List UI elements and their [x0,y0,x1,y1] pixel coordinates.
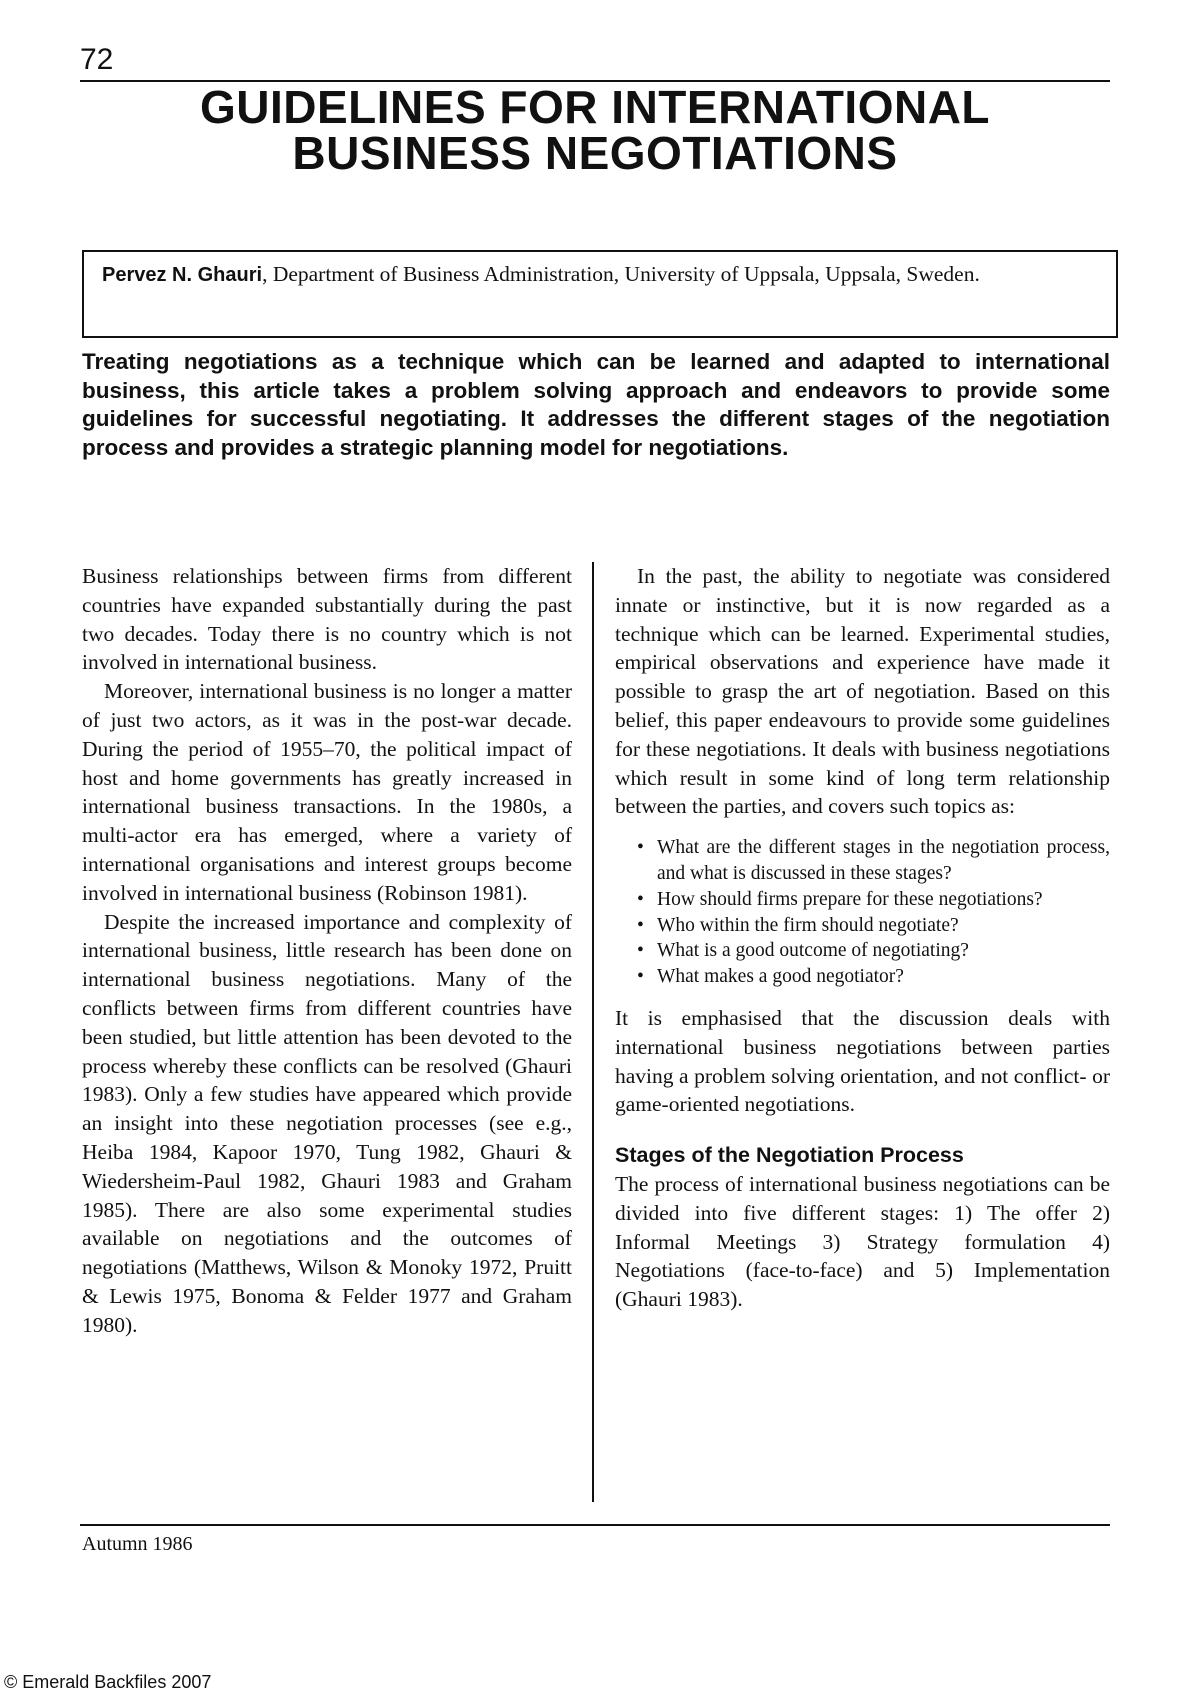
list-item [637,964,1110,990]
list-item-text: What are the different stages in the negotiation process, and what is discussed in these stages? [657,837,1110,884]
list-item [637,913,1110,939]
title-line-1: GUIDELINES FOR INTERNATIONAL [199,81,991,133]
list-item-text: How should firms prepare for these negotiations? [657,888,1043,910]
bullet-icon: • [637,888,644,910]
right-paragraph-1: In the past, the ability to negotiate was considered innate or instinctive, but it is now regarded as a technique which can be learned. Experimental studies, empirical observations and experience have made it possible to grasp the art of negotiation. Based on this belief, this paper endeavours to provide some guidelines for these negotiations. It deals with business negotiations which result in some kind of long term relationship between the parties, and covers such topics as: [615,564,1110,819]
page-number: 72 [80,43,114,76]
section-heading: Stages of the Negotiation Process [615,1143,964,1168]
author-box [82,250,1118,338]
left-paragraph-3: Despite the increased importance and complexity of international business, little research has been done on international business negotiations. Many of the conflicts between firms from different countries have been studied, but little attention has been devoted to the process whereby these conflicts can be resolved (Ghauri 1983). Only a few studies have appeared which provide an insight into these negotiation processes (see e.g., Heiba 1984, Kapoor 1970, Tung 1982, Ghauri & Wiedersheim-Paul 1982, Ghauri 1983 and Graham 1985). There are also some experimental studies available on negotiations and the outcomes of negotiations (Matthews, Wilson & Monoky 1972, Pruitt & Lewis 1975, Bonoma & Felder 1977 and Graham 1980). [82,909,572,1337]
list-item [637,835,1110,887]
left-column [82,562,572,1340]
title-line-2: BUSINESS NEGOTIATIONS [292,127,898,179]
column-divider [592,562,594,1502]
abstract: Treating negotiations as a technique which can be learned and adapted to international business, this article takes a problem solving approach and endeavors to provide some guidelines for successful negotiating. It addresses the different stages of the negotiation process and provides a strategic planning model for negotiations. [82,349,1110,460]
bullet-icon: • [637,940,644,962]
bullet-icon: • [637,837,644,859]
right-paragraph-3: The process of international business negotiations can be divided into five different stages: 1) The offer 2) Informal Meetings 3) Strategy formulation 4) Negotiations (face-to-face) and 5) Implementation (Ghauri 1983). [615,1171,1110,1312]
footer-rule [80,1524,1110,1526]
list-item-text: What makes a good negotiator? [657,966,904,988]
left-paragraph-2: Moreover, international business is no longer a matter of just two actors, as it was in the post-war decade. During the period of 1955–70, the political impact of host and home governments has greatly increased in international business transactions. In the 1980s, a multi-actor era has emerged, where a variety of international organisations and interest groups become involved in international business (Robinson 1981). [82,679,572,905]
author-name: Pervez N. Ghauri [102,264,263,286]
issue-date: Autumn 1986 [82,1533,193,1555]
copyright-notice: © Emerald Backfiles 2007 [4,1672,212,1692]
author-affiliation: , Department of Business Administration, University of Uppsala, Uppsala, Sweden. [262,262,980,286]
list-item-text: What is a good outcome of negotiating? [657,940,969,962]
topics-list [615,835,1110,990]
left-paragraph-1: Business relationships between firms from different countries have expanded substantially during the past two decades. Today there is no country which is not involved in international business. [82,564,572,675]
article-title [80,81,1110,179]
right-column [615,562,1110,1314]
list-item [637,887,1110,913]
bullet-icon: • [637,914,644,936]
list-item-text: Who within the firm should negotiate? [657,914,959,936]
list-item [637,938,1110,964]
bullet-icon: • [637,966,644,988]
right-paragraph-2: It is emphasised that the discussion deals with international business negotiations between parties having a problem solving orientation, and not conflict- or game-oriented negotiations. [615,1005,1110,1117]
